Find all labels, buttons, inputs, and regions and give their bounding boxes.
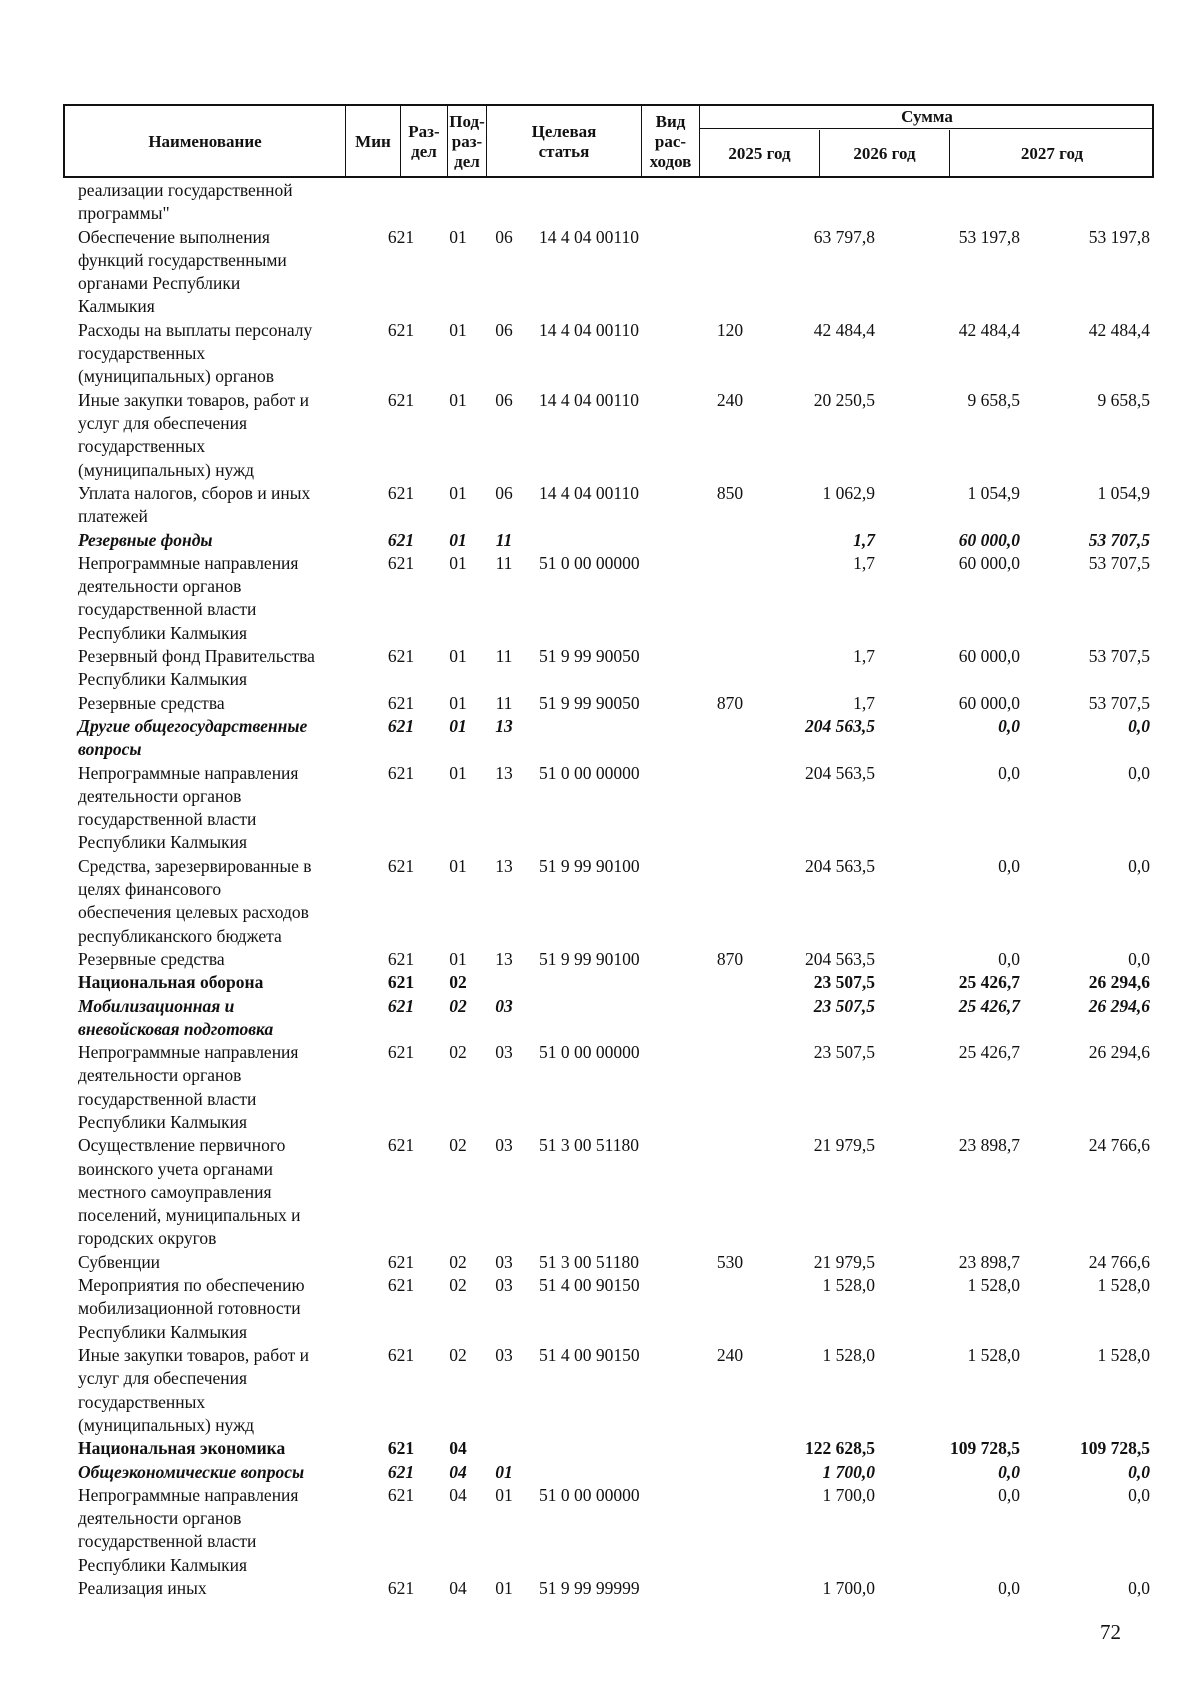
row-sum-2027: 26 294,6: [1088, 972, 1150, 993]
row-razdel: 02: [449, 1042, 467, 1063]
row-sum-2025: 23 507,5: [813, 972, 875, 993]
row-sum-2025: 1,7: [853, 552, 875, 573]
row-sum-2027: 9 658,5: [1097, 389, 1150, 410]
row-podrazdel: 03: [495, 1042, 513, 1063]
row-min: 621: [387, 1345, 415, 1365]
row-sum-2027: 0,0: [1128, 1461, 1150, 1482]
row-sum-2025: 1,7: [853, 692, 875, 713]
row-razdel: 02: [449, 1135, 467, 1156]
row-sum-2025: 21 979,5: [813, 1135, 875, 1156]
row-razdel: 01: [449, 762, 467, 783]
row-podrazdel: 06: [495, 389, 513, 410]
row-sum-2027: 0,0: [1128, 948, 1150, 969]
row-tselevaya-statya: 51 9 99 99999: [539, 1578, 640, 1598]
row-min: 621: [387, 319, 415, 340]
row-sum-2026: 60 000,0: [958, 646, 1020, 666]
row-sum-2027: 1 528,0: [1097, 1345, 1150, 1365]
row-sum-2025: 1 700,0: [822, 1578, 875, 1598]
row-sum-2025: 20 250,5: [813, 389, 875, 410]
row-sum-2026: 0,0: [998, 855, 1020, 876]
row-sum-2027: 53 707,5: [1088, 552, 1150, 573]
row-razdel: 02: [449, 995, 467, 1016]
row-tselevaya-statya: 51 9 99 90050: [539, 692, 640, 713]
row-sum-2026: 53 197,8: [958, 226, 1020, 247]
row-podrazdel: 06: [495, 319, 513, 340]
row-tselevaya-statya: 14 4 04 00110: [539, 482, 639, 503]
row-razdel: 02: [449, 972, 467, 993]
row-sum-2027: 26 294,6: [1088, 1042, 1150, 1063]
row-sum-2025: 23 507,5: [813, 1042, 875, 1063]
header-tselevaya-statya: Целевая статья: [531, 122, 597, 161]
row-sum-2025: 122 628,5: [805, 1438, 875, 1459]
row-min: 621: [387, 1484, 415, 1505]
row-sum-2025: 1 528,0: [822, 1275, 875, 1296]
row-sum-2027: 53 197,8: [1088, 226, 1150, 247]
row-sum-2025: 23 507,5: [813, 995, 875, 1016]
row-sum-2027: 24 766,6: [1088, 1135, 1150, 1156]
header-podrazdel: Под- раз- дел: [449, 112, 485, 171]
row-podrazdel: 13: [495, 855, 513, 876]
row-sum-2027: 24 766,6: [1088, 1251, 1150, 1272]
row-name: Мероприятия по обеспечению мобилизационной готовности Республики Калмыкия: [78, 1275, 305, 1342]
row-sum-2026: 42 484,4: [958, 319, 1020, 340]
row-podrazdel: 03: [495, 1345, 513, 1365]
row-sum-2026: 9 658,5: [967, 389, 1020, 410]
row-podrazdel: 11: [495, 529, 513, 550]
header-name: Наименование: [148, 132, 262, 151]
row-min: 621: [387, 762, 415, 783]
row-name: реализации государственной программы": [78, 180, 293, 224]
row-name: Средства, зарезервированные в целях финансового обеспечения целевых расходов республиканского бюджета: [78, 855, 312, 946]
row-razdel: 01: [449, 226, 467, 247]
row-sum-2026: 0,0: [998, 1461, 1020, 1482]
row-sum-2027: 0,0: [1128, 855, 1150, 876]
row-vid-rashodov: 240: [716, 389, 744, 410]
row-min: 621: [387, 692, 415, 713]
row-podrazdel: 01: [495, 1461, 513, 1482]
row-sum-2026: 109 728,5: [950, 1438, 1020, 1459]
row-vid-rashodov: 870: [716, 692, 744, 713]
row-sum-2026: 25 426,7: [958, 995, 1020, 1016]
row-sum-2026: 0,0: [998, 948, 1020, 969]
row-razdel: 01: [449, 529, 467, 550]
row-sum-2025: 63 797,8: [813, 226, 875, 247]
row-min: 621: [387, 715, 415, 736]
row-vid-rashodov: 530: [716, 1251, 744, 1272]
row-razdel: 04: [449, 1484, 467, 1505]
row-min: 621: [387, 1251, 415, 1272]
row-min: 621: [387, 1438, 415, 1459]
row-sum-2026: 23 898,7: [958, 1135, 1020, 1156]
row-podrazdel: 03: [495, 1275, 513, 1296]
row-sum-2026: 60 000,0: [958, 692, 1020, 713]
row-podrazdel: 03: [495, 1251, 513, 1272]
row-sum-2027: 53 707,5: [1088, 529, 1150, 550]
row-vid-rashodov: 120: [716, 319, 744, 340]
row-podrazdel: 11: [495, 646, 513, 666]
row-sum-2027: 0,0: [1128, 1484, 1150, 1505]
row-name: Иные закупки товаров, работ и услуг для обеспечения государственных (муниципальных) нужд: [78, 1345, 310, 1435]
row-podrazdel: 01: [495, 1484, 513, 1505]
row-min: 621: [387, 226, 415, 247]
row-name: Непрограммные направления деятельности органов государственной власти Республики Калмыкия: [78, 552, 299, 643]
row-razdel: 04: [449, 1438, 467, 1459]
header-vid-rashodov: Вид рас- ходов: [649, 112, 692, 171]
row-min: 621: [387, 1461, 415, 1482]
row-name: Другие общегосударственные вопросы: [78, 715, 308, 760]
row-sum-2025: 1 700,0: [822, 1484, 875, 1505]
row-sum-2026: 0,0: [998, 715, 1020, 736]
row-tselevaya-statya: 51 9 99 90100: [539, 948, 640, 969]
row-min: 621: [387, 389, 415, 410]
row-name: Мобилизационная и вневойсковая подготовка: [78, 995, 274, 1039]
row-tselevaya-statya: 51 9 99 90050: [539, 646, 640, 666]
row-sum-2027: 0,0: [1128, 1578, 1150, 1598]
header-razdel: Раз- дел: [408, 122, 440, 161]
row-sum-2027: 26 294,6: [1088, 995, 1150, 1016]
row-min: 621: [387, 948, 415, 969]
row-min: 621: [387, 1275, 415, 1296]
row-sum-2027: 109 728,5: [1080, 1438, 1150, 1459]
header-year-2025: 2025 год: [728, 144, 791, 163]
row-sum-2025: 204 563,5: [805, 948, 875, 969]
row-name: Обеспечение выполнения функций государственными органами Республики Калмыкия: [78, 226, 287, 317]
row-sum-2027: 42 484,4: [1088, 319, 1150, 340]
row-sum-2025: 204 563,5: [805, 715, 875, 736]
row-min: 621: [387, 995, 415, 1016]
row-sum-2026: 0,0: [998, 1484, 1020, 1505]
header-year-2027: 2027 год: [1020, 144, 1084, 163]
row-razdel: 01: [449, 552, 467, 573]
row-tselevaya-statya: 51 3 00 51180: [539, 1135, 639, 1156]
row-razdel: 01: [449, 855, 467, 876]
row-razdel: 02: [449, 1345, 467, 1365]
row-min: 621: [387, 646, 415, 666]
row-tselevaya-statya: 51 0 00 00000: [539, 762, 640, 783]
row-sum-2027: 1 054,9: [1097, 482, 1150, 503]
row-podrazdel: 13: [495, 762, 513, 783]
row-tselevaya-statya: 14 4 04 00110: [539, 319, 639, 340]
row-name: Национальная экономика: [78, 1438, 286, 1459]
row-min: 621: [387, 1578, 415, 1598]
row-tselevaya-statya: 51 0 00 00000: [539, 552, 640, 573]
row-tselevaya-statya: 14 4 04 00110: [539, 389, 639, 410]
row-vid-rashodov: 850: [716, 482, 744, 503]
row-min: 621: [387, 529, 415, 550]
header-summa: Сумма: [901, 107, 953, 126]
row-name: Непрограммные направления деятельности органов государственной власти Республики Калмыкия: [78, 1484, 299, 1575]
row-tselevaya-statya: 14 4 04 00110: [539, 226, 639, 247]
row-name: Непрограммные направления деятельности органов государственной власти Республики Калмыкия: [78, 1042, 299, 1132]
row-name: Уплата налогов, сборов и иных платежей: [78, 482, 311, 527]
row-sum-2027: 53 707,5: [1088, 646, 1150, 666]
row-min: 621: [387, 1042, 415, 1063]
row-sum-2025: 1,7: [853, 646, 875, 666]
row-tselevaya-statya: 51 0 00 00000: [539, 1042, 640, 1063]
row-sum-2026: 25 426,7: [958, 1042, 1020, 1063]
row-name: Резервные средства: [78, 692, 225, 713]
row-name: Резервные фонды: [78, 529, 213, 550]
row-razdel: 01: [449, 482, 467, 503]
row-sum-2025: 204 563,5: [805, 855, 875, 876]
row-sum-2026: 60 000,0: [958, 552, 1020, 573]
row-sum-2026: 1 528,0: [967, 1275, 1020, 1296]
row-razdel: 01: [449, 646, 467, 666]
row-sum-2025: 204 563,5: [805, 762, 875, 783]
table-header: [63, 104, 1154, 178]
row-sum-2025: 21 979,5: [813, 1251, 875, 1272]
row-razdel: 01: [449, 319, 467, 340]
row-sum-2026: 0,0: [998, 762, 1020, 783]
row-razdel: 02: [449, 1275, 467, 1296]
row-sum-2026: 25 426,7: [958, 972, 1020, 993]
row-name: Реализация иных: [78, 1578, 207, 1598]
row-name: Резервный фонд Правительства Республики Калмыкия: [78, 646, 315, 690]
row-tselevaya-statya: 51 0 00 00000: [539, 1484, 640, 1505]
row-name: Резервные средства: [78, 948, 225, 969]
row-sum-2025: 42 484,4: [813, 319, 875, 340]
row-sum-2027: 53 707,5: [1088, 692, 1150, 713]
header-min: Мин: [355, 132, 391, 151]
row-sum-2027: 1 528,0: [1097, 1275, 1150, 1296]
row-podrazdel: 03: [495, 1135, 513, 1156]
row-name: Общеэкономические вопросы: [78, 1461, 305, 1482]
row-razdel: 04: [449, 1578, 467, 1598]
row-sum-2026: 0,0: [998, 1578, 1020, 1598]
row-sum-2026: 1 054,9: [967, 482, 1020, 503]
row-min: 621: [387, 1135, 415, 1156]
row-name: Непрограммные направления деятельности органов государственной власти Республики Калмыкия: [78, 762, 299, 853]
row-podrazdel: 03: [495, 995, 513, 1016]
row-sum-2026: 23 898,7: [958, 1251, 1020, 1272]
row-podrazdel: 11: [495, 692, 513, 713]
row-tselevaya-statya: 51 9 99 90100: [539, 855, 640, 876]
row-name: Национальная оборона: [78, 972, 264, 993]
row-podrazdel: 13: [495, 948, 513, 969]
row-min: 621: [387, 855, 415, 876]
row-name: Иные закупки товаров, работ и услуг для обеспечения государственных (муниципальных) нужд: [78, 389, 310, 480]
row-vid-rashodov: 870: [716, 948, 744, 969]
row-sum-2026: 1 528,0: [967, 1345, 1020, 1365]
row-min: 621: [387, 552, 415, 573]
row-razdel: 01: [449, 692, 467, 713]
row-podrazdel: 11: [495, 552, 513, 573]
row-razdel: 01: [449, 389, 467, 410]
row-tselevaya-statya: 51 4 00 90150: [539, 1275, 640, 1296]
row-name: Расходы на выплаты персоналу государственных (муниципальных) органов: [78, 319, 313, 387]
row-razdel: 04: [449, 1461, 467, 1482]
row-min: 621: [387, 482, 415, 503]
row-tselevaya-statya: 51 3 00 51180: [539, 1251, 639, 1272]
row-razdel: 02: [449, 1251, 467, 1272]
row-sum-2027: 0,0: [1128, 762, 1150, 783]
row-podrazdel: 01: [495, 1578, 513, 1598]
page-number: 72: [1100, 1620, 1121, 1644]
row-podrazdel: 13: [495, 715, 513, 736]
row-sum-2026: 60 000,0: [958, 529, 1020, 550]
row-vid-rashodov: 240: [716, 1345, 744, 1365]
row-sum-2025: 1 528,0: [822, 1345, 875, 1365]
row-razdel: 01: [449, 948, 467, 969]
row-sum-2025: 1 700,0: [822, 1461, 875, 1482]
row-tselevaya-statya: 51 4 00 90150: [539, 1345, 640, 1365]
row-podrazdel: 06: [495, 482, 513, 503]
row-sum-2027: 0,0: [1128, 715, 1150, 736]
row-min: 621: [387, 972, 415, 993]
row-name: Осуществление первичного воинского учета органами местного самоуправления поселений, муниципальных и городских округов: [78, 1135, 301, 1249]
row-sum-2025: 1 062,9: [822, 482, 875, 503]
row-sum-2025: 1,7: [853, 529, 875, 550]
header-year-2026: 2026 год: [853, 144, 916, 163]
row-podrazdel: 06: [495, 226, 513, 247]
row-razdel: 01: [449, 715, 467, 736]
row-name: Субвенции: [78, 1251, 161, 1272]
